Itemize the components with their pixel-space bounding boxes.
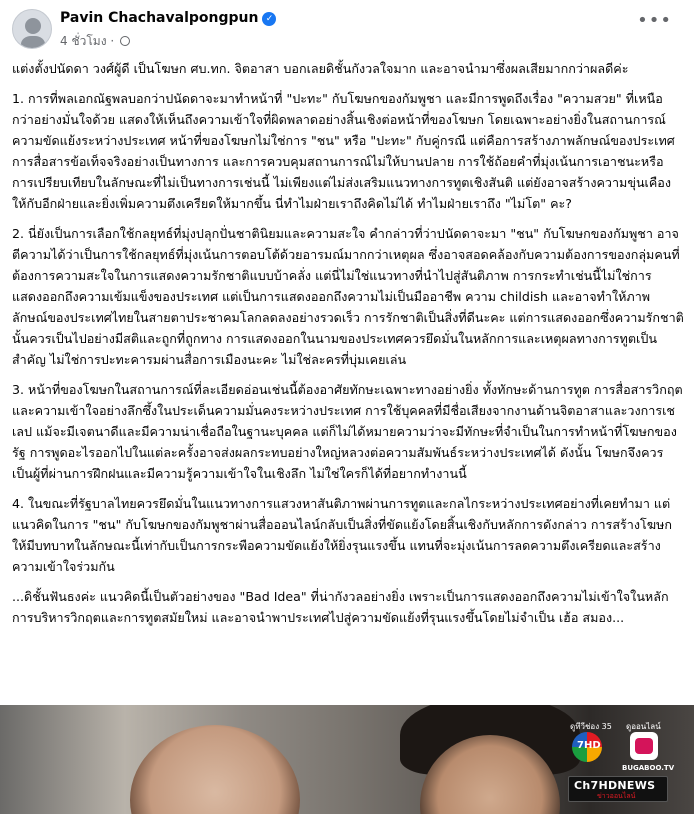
author-name-text[interactable]: Pavin Chachavalpongpun: [60, 10, 259, 26]
post-intro: แต่งตั้งปนัดดา วงศ์ผู้ดี เป็นโฆษก ศบ.ทก. จิตอาสา บอกเลยดิชั้นกังวลใจมาก และอาจนำมาซึ่งผลเสียมากกว่าผลดีค่ะ: [12, 61, 629, 76]
ch7-news-badge: [568, 776, 668, 802]
author-name[interactable]: [60, 10, 276, 26]
globe-icon: [120, 36, 130, 46]
post-paragraph-1: 1. การที่พลเอกณัฐพลบอกว่าปนัดดาจะมาทำหน้าที่ "ปะทะ" กับโฆษกของกัมพูชา และมีการพูดถึงเรื่อง "ความสวย" ที่เหนือกว่าอย่างมั่นใจด้วย แสดงให้เห็นถึงความเข้าใจที่ผิดพลาดอย่างสิ้นเชิงต่อหน้าที่ของโฆษก โดยเฉพาะอย่างยิ่งในสถานการณ์ความขัดแย้งระหว่างประเทศ หน้าที่ของโฆษกไม่ใช่การ "ชน" หรือ "ปะทะ" กับคู่กรณี แต่คือการสร้างภาพลักษณ์ของประเทศ การสื่อสารข้อเท็จจริงอย่างเป็นทางการ และการควบคุมสถานการณ์ไม่ให้บานปลาย การใช้ถ้อยคำที่มุ่งเน้นการเอาชนะหรือการเปรียบเทียบในลักษณะที่ไม่เป็นทางการเช่นนี้ ไม่เพียงแต่ไม่ส่งเสริมแนวทางการทูตเชิงสันติ แต่ยังอาจสร้างความขุ่นเคืองให้กับอีกฝ่ายและยิ่งเพิ่มความตึงเครียดให้มากขึ้น นี่ทำไมฝ่ายเราถึงคิดไม่ได้ ทำไมฝ่ายเราถึง "ไม่โต" คะ?: [12, 91, 675, 211]
news-sub-text: ข่าวออนไลน์: [597, 792, 636, 800]
verified-badge-icon: ✓: [262, 12, 276, 26]
broadcaster-logos: [564, 720, 674, 805]
bugaboo-logo-mark: [635, 738, 653, 754]
post-time[interactable]: 4 ชั่วโมง: [60, 34, 107, 48]
bugaboo-label: ดูออนไลน์: [626, 722, 661, 731]
post-paragraph-4: 4. ในขณะที่รัฐบาลไทยควรยึดมั่นในแนวทางการแสวงหาสันติภาพผ่านการทูตและกลไกระหว่างประเทศอย่างที่เคยทำมา แต่แนวคิดในการ "ชน" กับโฆษกของกัมพูชาผ่านสื่อออนไลน์กลับเป็นสิ่งที่ขัดแย้งโดยสิ้นเชิงกับหลักการดังกล่าว การสร้างโฆษกให้มีบทบาทในลักษณะนี้เท่ากับเป็นการกระพือความขัดแย้งให้ยิ่งรุนแรงขึ้น แทนที่จะมุ่งเน้นการลดความตึงเครียดและสร้างความเข้าใจร่วมกัน: [12, 496, 673, 574]
more-options-button[interactable]: [637, 10, 672, 31]
post-meta: 4 ชั่วโมง ·: [60, 32, 130, 51]
more-horizontal-icon: •••: [637, 10, 672, 31]
post-image[interactable]: [0, 705, 694, 814]
author-avatar[interactable]: [12, 9, 52, 49]
avatar-portrait-icon: [13, 10, 52, 49]
bugaboo-logo-icon: [630, 732, 658, 760]
post-header: [0, 0, 694, 62]
post-paragraph-5: ...ดิชั้นฟันธงค่ะ แนวคิดนี้เป็นตัวอย่างของ "Bad Idea" ที่น่ากังวลอย่างยิ่ง เพราะเป็นการแสดงออกถึงความไม่เข้าใจในหลักการบริหารวิกฤตและการทูตสมัยใหม่ และอาจนำพาประเทศไปสู่ความขัดแย้งที่รุนแรงขึ้นโดยไม่จำเป็น เฮ้อ สมอง...: [12, 589, 669, 625]
post-paragraph-2: 2. นี่ยังเป็นการเลือกใช้กลยุทธ์ที่มุ่งปลุกปั่นชาตินิยมและความสะใจ คำกล่าวที่ว่าปนัดดาจะมา "ชน" กับโฆษกของกัมพูชา อาจตีความได้ว่าเป็นการใช้กลยุทธ์ที่มุ่งเน้นการตอบโต้ด้วยอารมณ์มากกว่าเหตุผล ซึ่งอาจสอดคล้องกับความต้องการของกลุ่มคนที่ต้องการความสะใจในการแสดงความรักชาติแบบบ้าคลั่ง แต่นี่ไม่ใช่แนวทางที่นำไปสู่สันติภาพ การกระทำเช่นนี้ไม่ใช่การแสดงออกถึงความเข้มแข็งของประเทศ แต่เป็นการแสดงออกถึงความไม่เป็นมืออาชีพ ความ childish และอาจทำให้ภาพลักษณ์ของประเทศไทยในสายตาประชาคมโลกลดลงอย่างรวดเร็ว การรักชาติเป็นสิ่งที่ดีนะคะ แต่การแสดงออกซึ่งความรักชาตินั้นควรเป็นไปอย่างมีสติและถูกที่ถูกทาง การแสดงออกในนามของประเทศควรยึดมั่นในหลักการและเหตุผลทางการทูตเป็นสำคัญ ไม่ใช่การปะทะคารมผ่านสื่อการเมืองนะคะ ไม่ใช่ละครที่บุ่มเคยเล่น: [12, 226, 684, 367]
news-logo-text: Ch7HDNEWS: [574, 779, 656, 792]
post-body: [12, 58, 684, 637]
person-left-photo: [130, 725, 300, 814]
post-paragraph-3: 3. หน้าที่ของโฆษกในสถานการณ์ที่ละเอียดอ่อนเช่นนี้ต้องอาศัยทักษะเฉพาะทางอย่างยิ่ง ทั้งทักษะด้านการทูต การสื่อสารวิกฤต และความเข้าใจอย่างลึกซึ้งในประเด็นความมั่นคงระหว่างประเทศ การใช้บุคคลที่มีชื่อเสียงจากงานด้านจิตอาสาและวงการเชเลป แม้จะมีเจตนาดีและมีความน่าเชื่อถือในฐานะบุคคล แต่ก็ไม่ได้หมายความว่าจะมีทักษะที่จำเป็นในการทำหน้าที่โฆษกของรัฐ การพูดอะไรออกไปในแต่ละครั้งอาจส่งผลกระทบอย่างใหญ่หลวงต่อความสัมพันธ์ระหว่างประเทศได้ ดังนั้น โฆษกจึงควรเป็นผู้ที่ผ่านการฝึกฝนและมีความรู้ความเข้าใจในเชิงลึก ไม่ใช่ใครก็ได้ที่อยากทำงานนี้: [12, 382, 683, 481]
ch7-logo-text: 7HD: [577, 740, 601, 751]
bugaboo-name: BUGABOO.TV: [622, 764, 675, 772]
channel-label: ดูทีวีช่อง 35: [570, 722, 612, 731]
